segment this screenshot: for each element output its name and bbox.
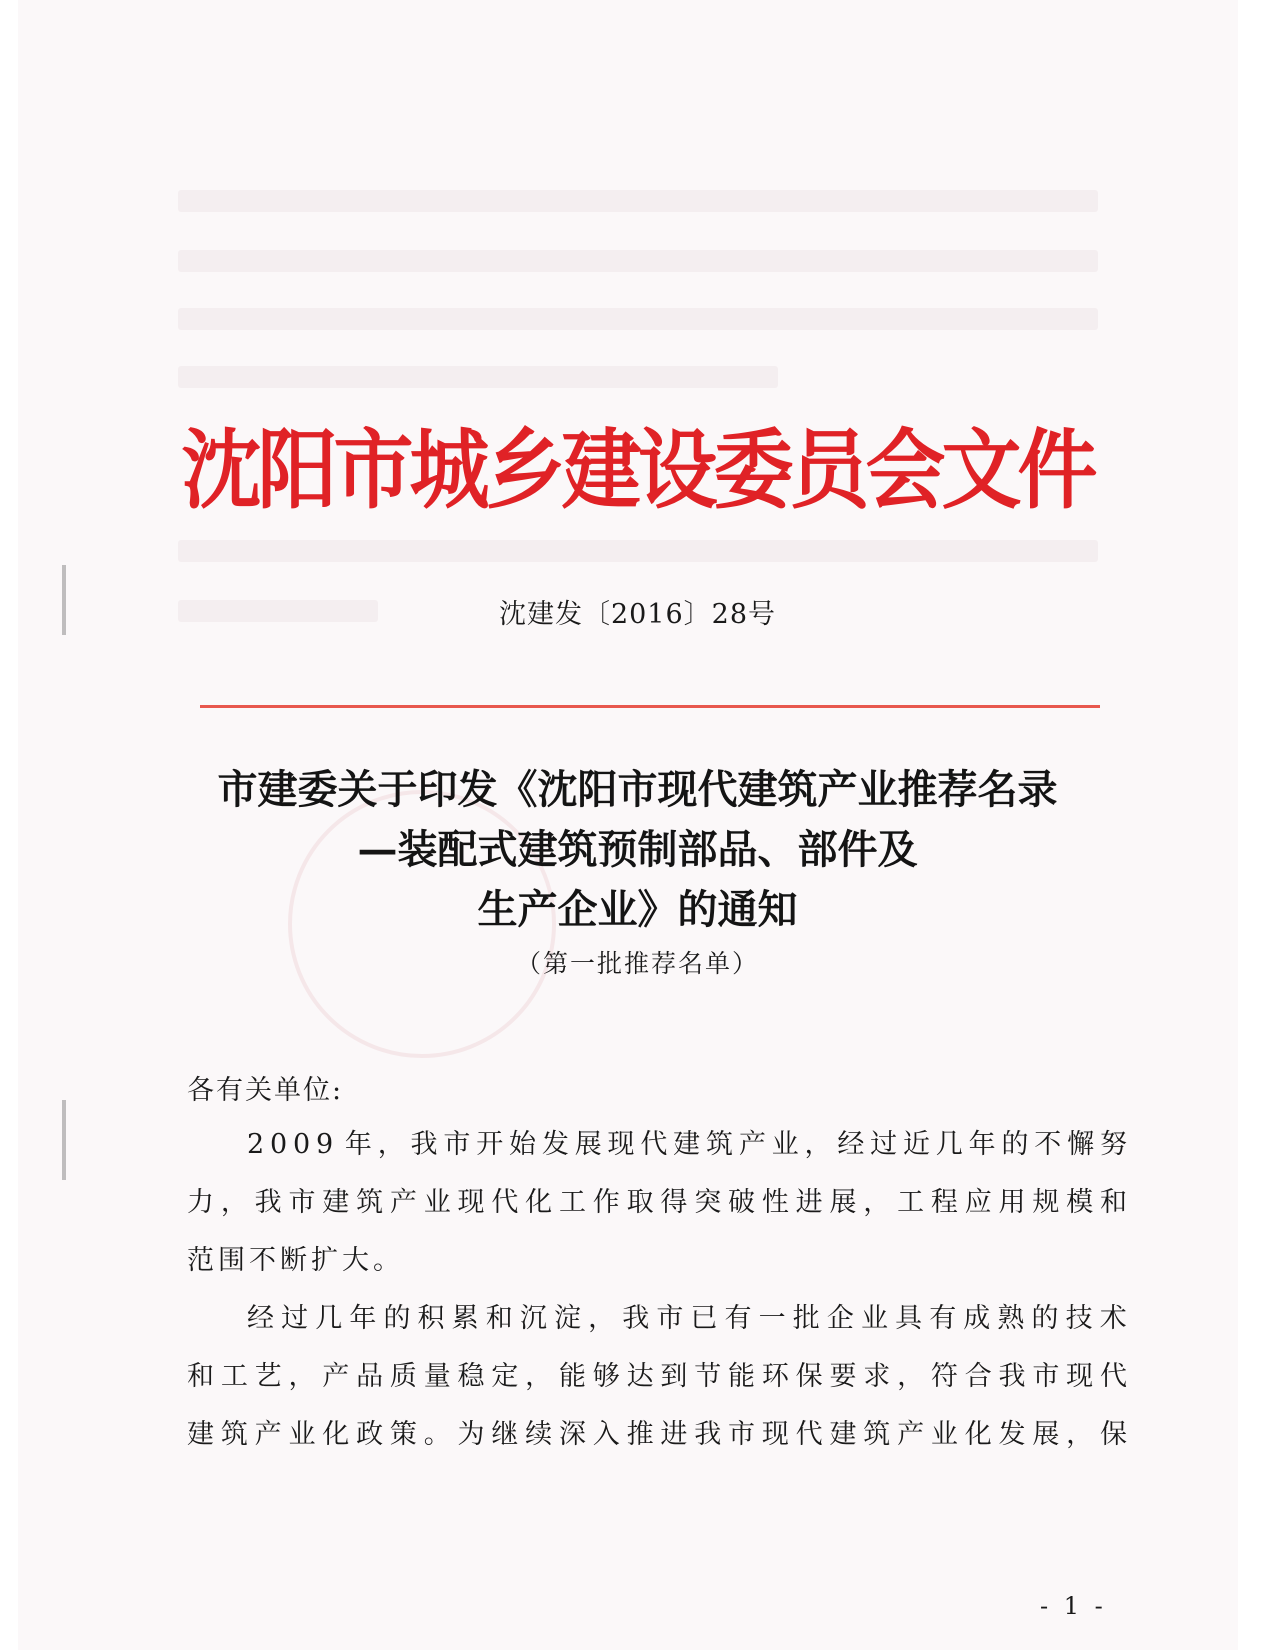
document-number: 沈建发〔2016〕28号 <box>498 599 777 630</box>
notice-title-line: —装配式建筑预制部品、部件及 <box>357 826 918 873</box>
paragraph-line: 范围不断扩大。 <box>187 1245 404 1276</box>
page-number: - 1 - <box>1040 1592 1107 1620</box>
paragraph-line: 建 筑 产 业 化 政 策 。 为 继 续 深 入 推 进 我 市 现 代 建 筑 产 业 化 发 展 ， 保 <box>187 1419 1127 1450</box>
red-separator-line <box>200 705 1100 708</box>
bleed-through-line <box>178 190 1098 212</box>
notice-title-line: 生产企业》的通知 <box>477 886 798 933</box>
notice-title <box>0 760 1275 940</box>
binding-mark <box>62 1100 66 1180</box>
body-paragraph-2 <box>187 1290 1127 1464</box>
paragraph-line: 和 工 艺 ， 产 品 质 量 稳 定 ， 能 够 达 到 节 能 环 保 要 求 ， 符 合 我 市 现 代 <box>187 1361 1127 1392</box>
document-header-title: 沈阳市城乡建设委员会文件 <box>181 418 1094 521</box>
bleed-through-line <box>178 540 1098 562</box>
salutation: 各有关单位: <box>187 1075 344 1106</box>
paragraph-line: 2 0 0 9 年 ， 我 市 开 始 发 展 现 代 建 筑 产 业 ， 经 过 近 几 年 的 不 懈 努 <box>247 1129 1127 1160</box>
paragraph-line: 经 过 几 年 的 积 累 和 沉 淀 ， 我 市 已 有 一 批 企 业 具 有 成 熟 的 技 术 <box>247 1303 1127 1334</box>
paragraph-line: 力 ， 我 市 建 筑 产 业 现 代 化 工 作 取 得 突 破 性 进 展 ， 工 程 应 用 规 模 和 <box>187 1187 1127 1218</box>
batch-note: （第一批推荐名单） <box>515 949 759 978</box>
bleed-through-line <box>178 250 1098 272</box>
bleed-through-line <box>178 308 1098 330</box>
body-paragraph-1 <box>187 1116 1127 1290</box>
bleed-through-line <box>178 366 778 388</box>
notice-title-line: 市建委关于印发《沈阳市现代建筑产业推荐名录 <box>217 766 1058 813</box>
